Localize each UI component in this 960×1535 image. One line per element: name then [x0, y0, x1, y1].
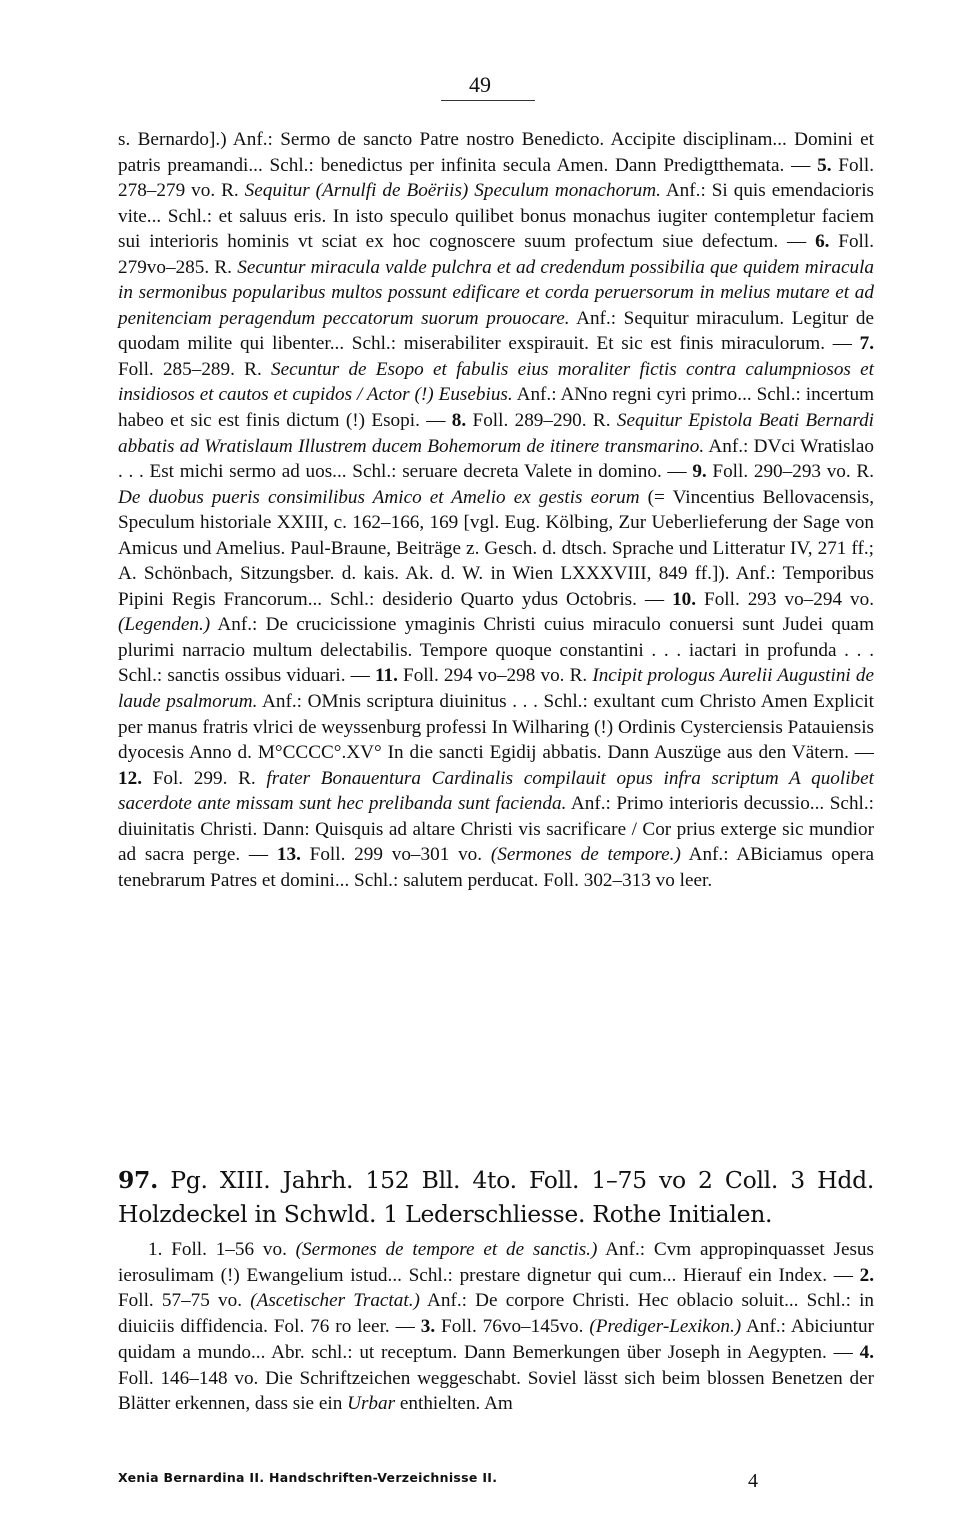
body-paragraph [118, 127, 874, 893]
item-number: 9. [692, 461, 707, 483]
sheet-signature-number: 4 [748, 1470, 758, 1492]
text-run: Fol. 299. R. [141, 767, 267, 789]
text-run: Anf.: Si quis emendacioris vite... Schl.: et saluus eris. In isto speculo quilibet bonus monachus iugiter contempletur faciem sui interioris hominis vt sciat ex hoc cognoscere suum profectum siue defectum. — [118, 180, 874, 253]
manuscript-contents [118, 1237, 874, 1417]
item-number: 8. [451, 410, 467, 432]
rubric: Sequitur (Arnulfi de Boëriis) Speculum monachorum. [244, 180, 661, 202]
item-number: 7. [859, 333, 874, 355]
rubric: De duobus pueris consimilibus Amico et Amelio ex gestis eorum [118, 486, 640, 508]
page-number: 49 [469, 72, 491, 97]
text-run: Anf.: ANno regni cyri primo... Schl.: incertum habeo et sic est finis dictum (!) Esopi. — [118, 384, 875, 432]
item-number: 6. [815, 231, 830, 253]
rubric: (Prediger-Lexikon.) [589, 1316, 742, 1338]
text-run: (= Vincentius Bellovacensis, Speculum historiale XXIII, c. 162–166, 169 [vgl. Eug. Kölbing, Zur Ueberlieferung der Sage von Amicus und Amelius. Paul-Braune, Beiträge z. Gesch. d. dtsch. Sprache und Litteratur IV, 271 ff.; A. Schönbach, Sitzungsber. d. kais. Ak. d. W. in Wien LXXXVIII, 849 ff.]). Anf.: Temporibus Pipini Regis Francorum... Schl.: desiderio Quarto ydus Octobris. — [118, 486, 874, 610]
rubric: frater Bonauentura Cardinalis compilauit opus infra scriptum A quolibet sacerdote ante missam sunt hec prelibanda sunt facienda. [118, 767, 874, 815]
text-run: Foll. 293 vo–294 vo. [696, 588, 874, 610]
manuscript-number: 97. [118, 1166, 158, 1194]
text-run: enthielten. Am [395, 1393, 513, 1415]
page-number-rule [441, 100, 535, 101]
text-run: Foll. 285–289. R. [118, 358, 271, 380]
text-run: Anf.: DVci Wratislao . . . Est michi sermo ad uos... Schl.: seruare decreta Valete in domino. — [118, 435, 874, 483]
text-run: Anf.: ABiciamus opera tenebrarum Patres et domini... Schl.: salutem perducat. Foll. 302–313 vo leer. [118, 844, 874, 891]
item-number: 10. [672, 588, 697, 610]
catalog-continuation [118, 127, 874, 893]
item-number: 12. [118, 767, 142, 789]
text-run: Foll. 299 vo–301 vo. [300, 844, 491, 866]
item-number: 3. [420, 1316, 436, 1338]
rubric: Secuntur de Esopo et fabulis eius moraliter fictis contra calumpniosos et insidiosos et cautos et cupidos / Actor (!) Eusebius. [118, 358, 874, 406]
footer-signature-line: Xenia Bernardina II. Handschriften-Verzeichnisse II. [118, 1470, 498, 1485]
manuscript-entry-heading [118, 1163, 874, 1231]
item-number: 11. [374, 665, 398, 687]
text-run: Anf.: De crucicissione ymaginis Christi cuius miraculo conuersi sunt Judei quam plurimi narracio multum delectabilis. Tempore quoque constantini . . . iactari in profunda . . . Schl.: sanctis ossibus viduari. — [118, 614, 874, 687]
text-run: Foll. 279vo–285. R. [118, 231, 874, 278]
manuscript-description: Pg. XIII. Jahrh. 152 Bll. 4to. Foll. 1–75 vo 2 Coll. 3 Hdd. Holzdeckel in Schwld. 1 Lederschliesse. Rothe Initialen. [118, 1166, 874, 1228]
text-run: Foll. 146–148 vo. Die Schriftzeichen weggeschabt. Soviel lässt sich beim blossen Benetzen der Blätter erkennen, dass sie ein [118, 1367, 874, 1415]
rubric: Incipit prologus Aurelii Augustini de laude psalmorum. [118, 665, 874, 713]
text-run: Anf.: De corpore Christi. Hec oblacio soluit... Schl.: in diuiciis diffidencia. Fol. 76 ro leer. — [118, 1290, 875, 1338]
item-number: 5. [817, 154, 832, 176]
text-run: Anf.: Cvm appropinquasset Jesus ierosulimam (!) Ewangelium istud... Schl.: prestare dignetur qui cum... Hierauf ein Index. — [118, 1239, 874, 1286]
rubric: (Sermones de tempore.) [490, 844, 681, 866]
rubric: (Sermones de tempore et de sanctis.) [295, 1239, 598, 1260]
rubric: Sequitur Epistola Beati Bernardi abbatis ad Wratislaum Illustrem ducem Bohemorum de itinere transmarino. [118, 410, 874, 457]
text-run: Anf.: Sequitur miraculum. Legitur de quodam milite qui libenter... Schl.: miserabiliter exspirauit. Et sic est finis miraculorum. — [118, 307, 874, 355]
text-run: Foll. 76vo–145vo. [435, 1316, 590, 1338]
text-run: Anf.: Primo interioris decussio... Schl.: diuinitatis Christi. Dann: Quisquis ad altare Christi vis sacrificare / Cor prius exterge sic mundior ad sacra perge. — [118, 793, 874, 866]
text-run: Anf.: OMnis scriptura diuinitus . . . Schl.: exultant cum Christo Amen Explicit per manus fratris vlrici de weyssenburg professi In Wilharing (!) Ordinis Cysterciensis Patauiensis dyocesis Anno d. M°CCCC°.XV° In die sancti Egidij abbatis. Dann Auszüge aus den Vätern. — [118, 691, 874, 764]
item-number: 13. [276, 844, 301, 866]
rubric: (Legenden.) [118, 614, 211, 636]
text-run: Foll. 290–293 vo. R. [706, 461, 874, 483]
rubric: (Ascetischer Tractat.) [250, 1290, 420, 1312]
text-run: s. Bernardo].) Anf.: Sermo de sancto Patre nostro Benedicto. Accipite disciplinam... Domini et patris preamandi... Schl.: benedictus per infinita secula Amen. Dann Predigtthemata. — [118, 129, 874, 176]
contents-paragraph [118, 1237, 874, 1417]
text-run: Foll. 294 vo–298 vo. R. [397, 665, 593, 687]
text-run: 1. Foll. 1–56 vo. [148, 1239, 296, 1260]
text-run: Foll. 289–290. R. [466, 410, 617, 432]
item-number: 4. [859, 1341, 874, 1363]
rubric: Urbar [347, 1393, 396, 1415]
item-number: 2. [859, 1264, 874, 1286]
text-run: Anf.: Abiciuntur quidam a mundo... Abr. schl.: ut receptum. Dann Bemerkungen über Joseph in Aegypten. — [118, 1316, 874, 1363]
rubric: Secuntur miracula valde pulchra et ad credendum possibilia que quidem miracula in sermonibus popularibus multos possunt edificare et corda peruersorum in melius mutare et ad penitenciam peragendum peccatorum suorum prouocare. [118, 256, 874, 329]
text-run: Foll. 278–279 vo. R. [118, 154, 874, 202]
text-run: Foll. 57–75 vo. [118, 1290, 251, 1312]
